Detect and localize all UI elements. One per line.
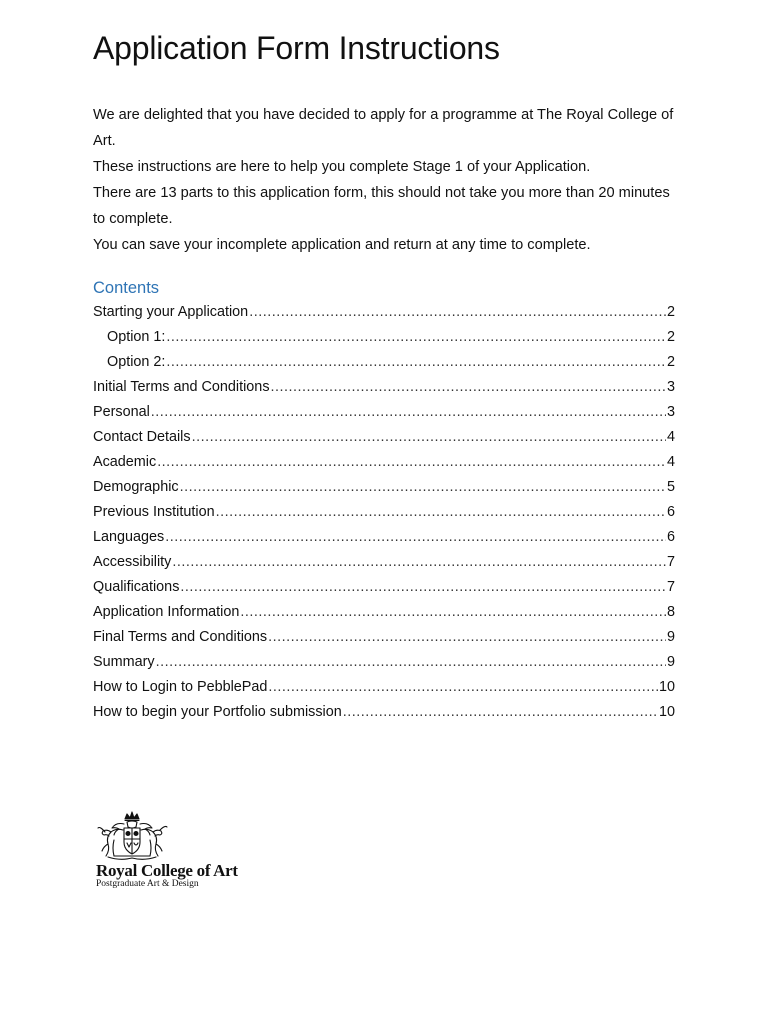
toc-entry[interactable] [93, 625, 675, 650]
toc-page-number: 5 [666, 479, 675, 495]
toc-entry[interactable] [93, 700, 675, 725]
toc-leader [172, 550, 666, 575]
toc-leader [166, 325, 666, 350]
toc-entry-label: Personal [93, 404, 150, 420]
toc-entry[interactable] [93, 325, 675, 350]
toc-page-number: 10 [658, 704, 675, 720]
toc-entry[interactable] [93, 675, 675, 700]
toc-entry[interactable] [93, 375, 675, 400]
toc-page-number: 7 [666, 579, 675, 595]
toc-page-number: 6 [666, 529, 675, 545]
toc-entry[interactable] [93, 650, 675, 675]
toc-entry-label: Application Information [93, 604, 240, 620]
toc-leader [216, 500, 666, 525]
toc-leader [180, 575, 666, 600]
royal-crest-icon [94, 810, 170, 862]
toc-page-number: 4 [666, 454, 675, 470]
toc-entry-label: Contact Details [93, 429, 191, 445]
toc-page-number: 4 [666, 429, 675, 445]
logo-name: Royal College of Art [96, 861, 238, 880]
toc-entry-label: Previous Institution [93, 504, 215, 520]
logo-tagline: Postgraduate Art & Design [96, 879, 199, 889]
toc-entry-label: Starting your Application [93, 304, 249, 320]
toc-leader [157, 450, 666, 475]
toc-leader [271, 375, 666, 400]
toc-entry-label: Final Terms and Conditions [93, 629, 268, 645]
toc-page-number: 2 [666, 354, 675, 370]
toc-entry[interactable] [93, 475, 675, 500]
toc-leader [151, 400, 666, 425]
toc-entry[interactable] [93, 350, 675, 375]
toc-leader [343, 700, 658, 725]
contents-heading: Contents [93, 279, 160, 297]
toc-entry-label: Summary [93, 654, 155, 670]
toc-page-number: 9 [666, 629, 675, 645]
toc-leader [180, 475, 666, 500]
intro-paragraph: We are delighted that you have decided to apply for a programme at The Royal College of Art. [93, 107, 674, 149]
toc-entry[interactable] [93, 425, 675, 450]
toc-entry[interactable] [93, 600, 675, 625]
toc-leader [268, 625, 666, 650]
toc-entry[interactable] [93, 400, 675, 425]
toc-leader [240, 600, 666, 625]
toc-leader [166, 350, 666, 375]
toc-entry-label: Qualifications [93, 579, 180, 595]
toc-entry-label: Initial Terms and Conditions [93, 379, 270, 395]
toc-entry-label: Option 1: [107, 329, 166, 345]
toc-entry[interactable] [93, 575, 675, 600]
intro-paragraph: There are 13 parts to this application form, this should not take you more than 20 minutes to complete. [93, 185, 670, 227]
toc-entry-label: Accessibility [93, 554, 172, 570]
toc-page-number: 2 [666, 304, 675, 320]
toc-leader [249, 300, 666, 325]
toc-page-number: 9 [666, 654, 675, 670]
toc-entry-label: Languages [93, 529, 165, 545]
toc-entry-label: Academic [93, 454, 157, 470]
intro-text [93, 102, 675, 258]
table-of-contents [93, 300, 675, 725]
toc-entry[interactable] [93, 500, 675, 525]
intro-paragraph: These instructions are here to help you complete Stage 1 of your Application. [93, 159, 591, 175]
toc-page-number: 10 [658, 679, 675, 695]
toc-page-number: 6 [666, 504, 675, 520]
toc-page-number: 7 [666, 554, 675, 570]
toc-entry-label: Demographic [93, 479, 179, 495]
toc-entry-label: Option 2: [107, 354, 166, 370]
toc-entry[interactable] [93, 300, 675, 325]
toc-entry-label: How to Login to PebblePad [93, 679, 268, 695]
rca-logo [94, 810, 264, 892]
toc-page-number: 8 [666, 604, 675, 620]
toc-page-number: 2 [666, 329, 675, 345]
toc-entry[interactable] [93, 525, 675, 550]
toc-page-number: 3 [666, 404, 675, 420]
toc-leader [192, 425, 666, 450]
toc-entry[interactable] [93, 550, 675, 575]
intro-paragraph: You can save your incomplete application and return at any time to complete. [93, 237, 591, 253]
toc-entry[interactable] [93, 450, 675, 475]
page-title: Application Form Instructions [93, 30, 500, 66]
toc-entry-label: How to begin your Portfolio submission [93, 704, 342, 720]
toc-leader [165, 525, 666, 550]
toc-leader [156, 650, 666, 675]
toc-page-number: 3 [666, 379, 675, 395]
toc-leader [268, 675, 658, 700]
